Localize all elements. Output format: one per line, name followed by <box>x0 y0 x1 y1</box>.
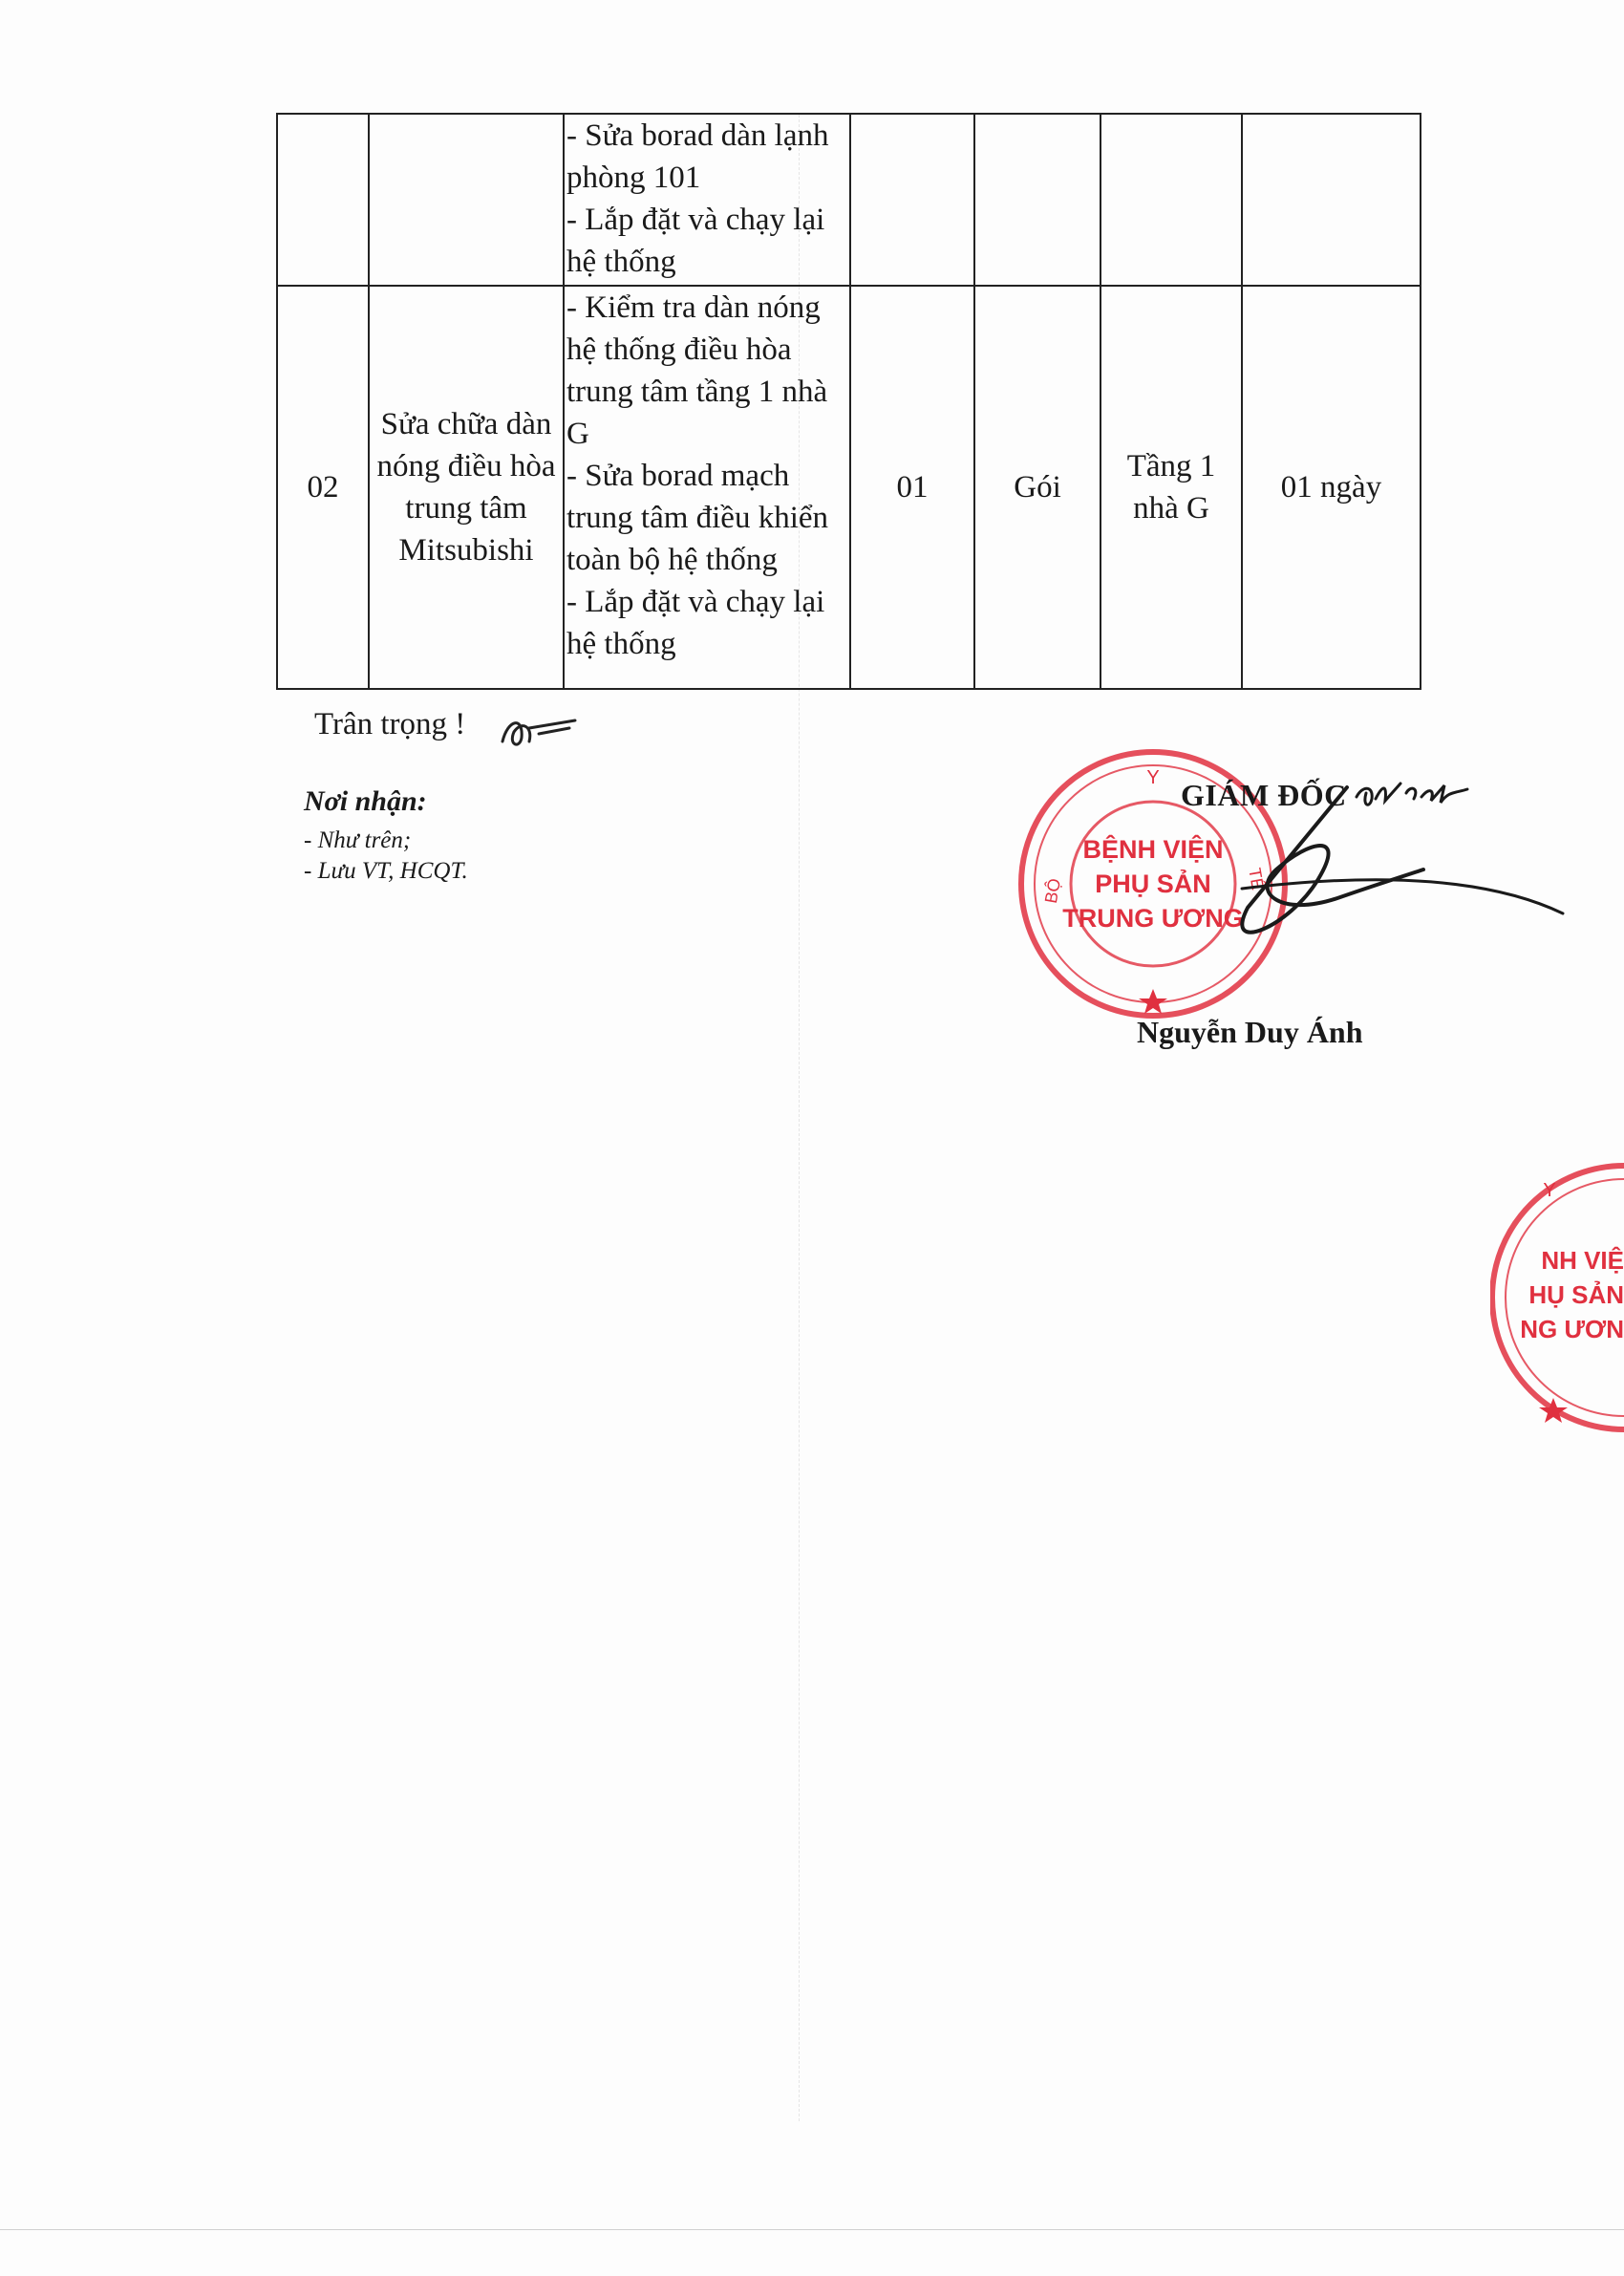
desc-line: - Lắp đặt và chạy lại <box>566 585 825 619</box>
cell-time: 01 ngày <box>1242 286 1421 689</box>
desc-line: G <box>566 417 589 451</box>
recipient-item: - Như trên; <box>304 827 412 853</box>
location-line: nhà G <box>1133 491 1209 526</box>
work-items-table <box>276 113 1421 690</box>
cell-stt <box>277 114 369 286</box>
cell-name <box>369 286 564 689</box>
recipient-item: - Lưu VT, HCQT. <box>304 858 468 884</box>
initial-signature <box>495 709 581 757</box>
scan-bottom-edge <box>0 2229 1624 2230</box>
desc-line: - Sửa borad dàn lạnh <box>566 118 829 153</box>
partial-seal-top-letter: Y <box>1543 1180 1556 1201</box>
desc-line: phòng 101 <box>566 161 701 195</box>
seal-star-icon <box>1139 989 1167 1014</box>
table-row <box>277 286 1421 689</box>
seal-line-1: BỆNH VIỆN <box>1082 835 1224 864</box>
cell-stt: 02 <box>277 286 369 689</box>
desc-line: hệ thống điều hòa <box>566 333 792 367</box>
desc-line: hệ thống <box>566 627 676 661</box>
desc-line: toàn bộ hệ thống <box>566 543 778 577</box>
seal-left-letters: BỘ <box>1040 876 1065 905</box>
seal-right-letters: TẾ <box>1245 866 1268 891</box>
partial-seal-line-2: HỤ SẢN <box>1528 1280 1624 1309</box>
cell-location <box>1100 286 1242 689</box>
location-line: Tầng 1 <box>1126 449 1216 483</box>
partial-seal-line-3: NG ƯƠN <box>1520 1315 1624 1343</box>
name-line: Mitsubishi <box>398 533 534 568</box>
recipients-title: Nơi nhận: <box>304 785 427 817</box>
cell-name <box>369 114 564 286</box>
partial-seal-line-1: NH VIỆ <box>1541 1246 1624 1275</box>
seal-top-letter: Y <box>1146 767 1160 788</box>
desc-line: hệ thống <box>566 245 676 279</box>
seal-line-2: PHỤ SẢN <box>1095 870 1211 898</box>
cell-unit <box>974 114 1100 286</box>
cell-description <box>564 286 850 689</box>
desc-line: - Kiểm tra dàn nóng <box>566 290 821 325</box>
cell-location <box>1100 114 1242 286</box>
cell-description <box>564 114 850 286</box>
director-signature <box>1185 764 1586 975</box>
desc-line: trung tâm tầng 1 nhà <box>566 375 828 409</box>
partial-seal <box>1490 1154 1624 1441</box>
desc-line: - Sửa borad mạch <box>566 459 790 493</box>
seal-line-3: TRUNG ƯƠNG <box>1062 904 1244 933</box>
closing-text: Trân trọng ! <box>314 707 466 741</box>
cell-quantity <box>850 114 974 286</box>
name-line: trung tâm <box>405 491 527 526</box>
desc-line: - Lắp đặt và chạy lại <box>566 203 825 237</box>
name-line: nóng điều hòa <box>376 449 556 483</box>
cell-unit: Gói <box>974 286 1100 689</box>
director-name: Nguyễn Duy Ánh <box>1137 1015 1363 1049</box>
table-row <box>277 114 1421 286</box>
cell-quantity: 01 <box>850 286 974 689</box>
cell-time <box>1242 114 1421 286</box>
desc-line: trung tâm điều khiển <box>566 501 829 535</box>
director-title: GIÁM ĐỐC <box>1181 778 1347 812</box>
name-line: Sửa chữa dàn <box>380 407 552 441</box>
